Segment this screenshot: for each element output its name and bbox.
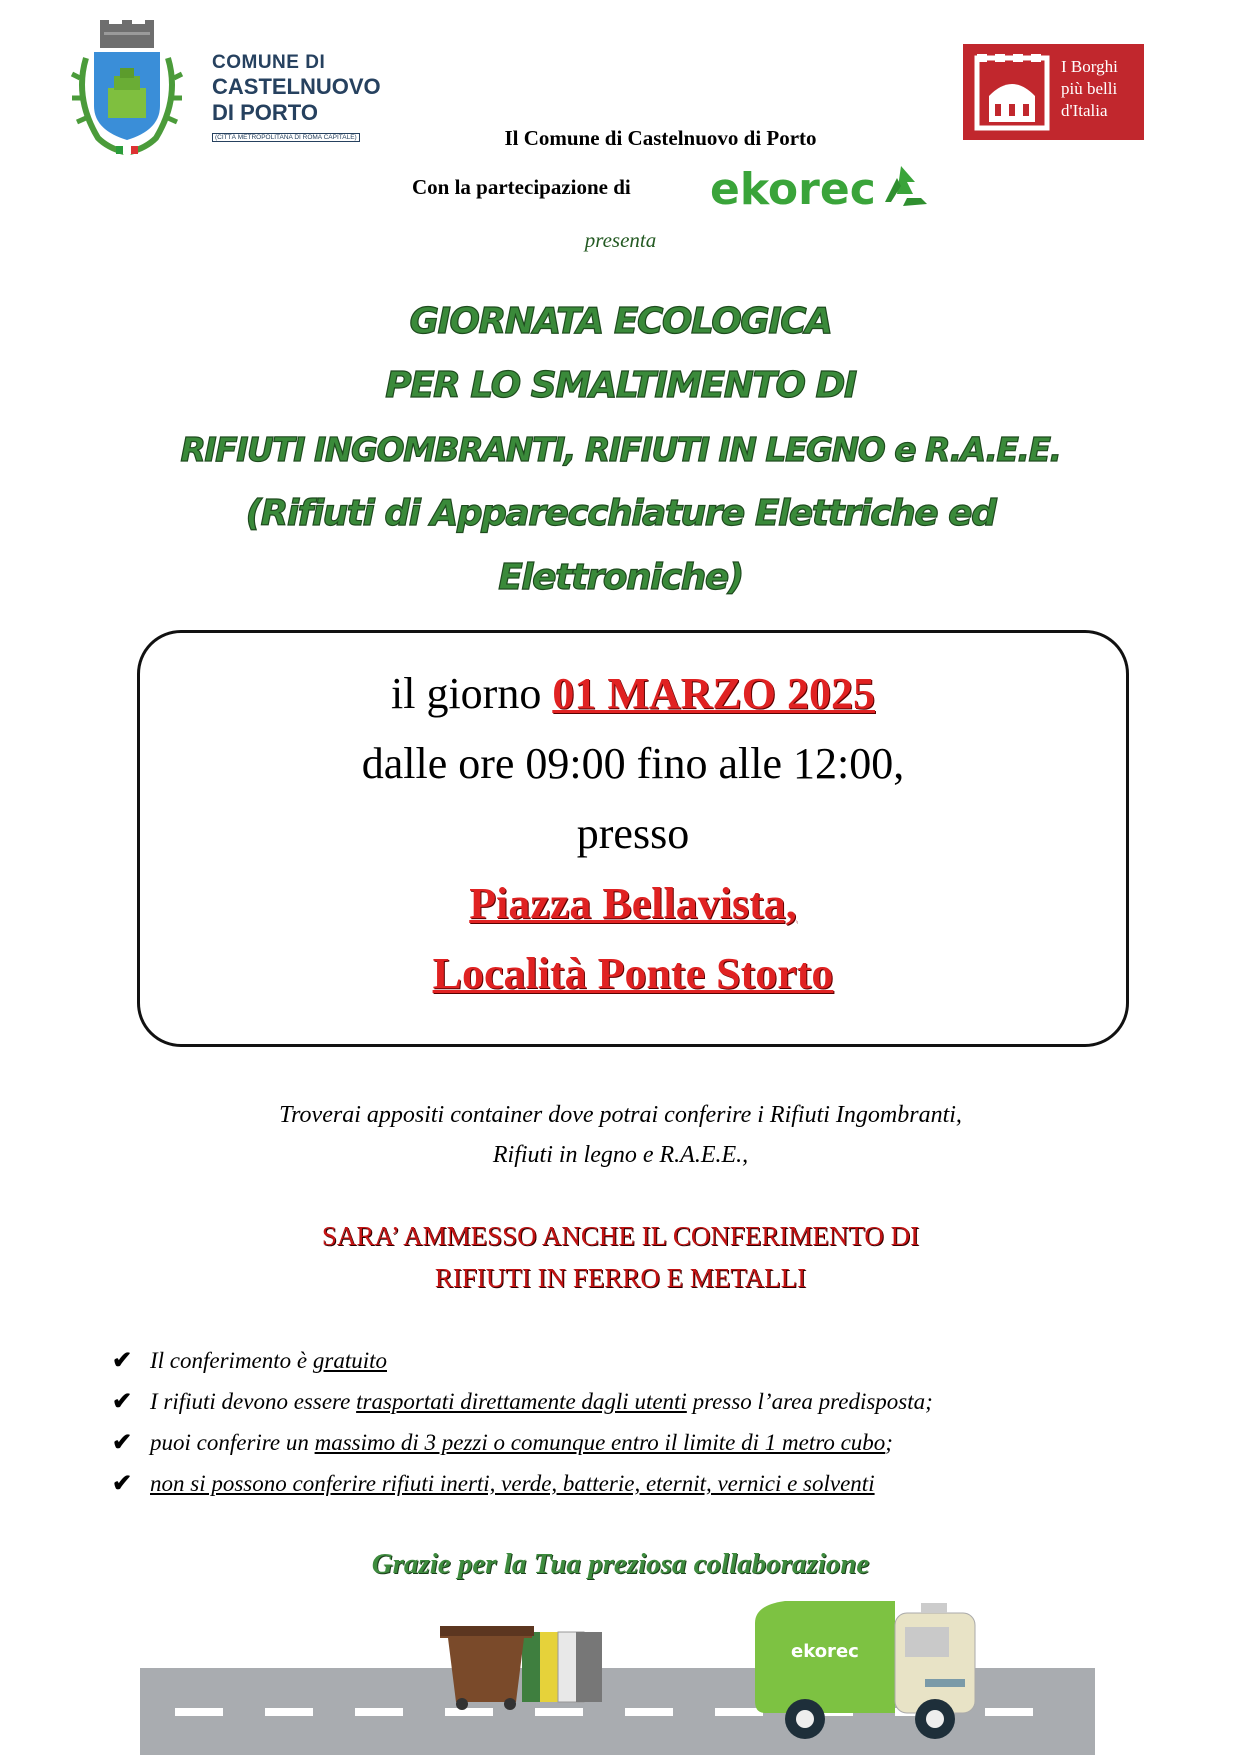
participation-line: Con la partecipazione di	[412, 175, 631, 199]
day-prefix: il giorno	[391, 669, 542, 718]
waste-bins-icon	[440, 1618, 610, 1710]
event-date-line	[140, 669, 1126, 719]
event-date: 01 MARZO 2025	[552, 669, 875, 718]
road-dash	[355, 1708, 403, 1716]
rule3-tail: ;	[885, 1430, 893, 1455]
notice-line1: SARA’ AMMESSO ANCHE IL CONFERIMENTO DI	[321, 1221, 920, 1251]
rules-list	[112, 1340, 1212, 1504]
road-dash	[175, 1708, 223, 1716]
rule1-emphasis: gratuito	[312, 1348, 387, 1373]
thanks-message: Grazie per la Tua preziosa collaborazione	[371, 1548, 870, 1580]
ekorec-wordmark: ekorec	[710, 164, 876, 215]
checkmark-icon: ✔	[112, 1430, 133, 1456]
borghi-line1: I Borghi	[1061, 57, 1118, 76]
recycle-icon	[885, 166, 927, 206]
event-details-box	[137, 630, 1129, 1047]
info-paragraph	[0, 1095, 1241, 1175]
rule-item	[112, 1340, 1212, 1381]
road-dash	[625, 1708, 673, 1716]
comune-line1: COMUNE DI	[212, 52, 326, 73]
road-dash	[265, 1708, 313, 1716]
event-place-line2: Località Ponte Storto	[432, 949, 834, 998]
checkmark-icon: ✔	[112, 1348, 133, 1374]
title-line-3: RIFIUTI INGOMBRANTI, RIFIUTI IN LEGNO e R.A.E.E.	[180, 430, 1061, 469]
presents-label: presenta	[584, 228, 657, 252]
rule4-text: non si possono conferire rifiuti inerti, verde, batterie, eternit, vernici e solventi	[150, 1471, 875, 1496]
checkmark-icon: ✔	[112, 1389, 133, 1415]
info-line1: Troverai appositi container dove potrai conferire i Rifiuti Ingombranti,	[279, 1102, 962, 1128]
rule2-tail: presso l’area predisposta;	[686, 1389, 933, 1414]
rule1-text: Il conferimento è	[150, 1348, 313, 1373]
notice-line2: RIFIUTI IN FERRO E METALLI	[434, 1263, 807, 1293]
rule3-text: puoi conferire un	[150, 1430, 315, 1455]
presenter-line: Il Comune di Castelnuovo di Porto	[504, 126, 817, 150]
borghi-line3: d'Italia	[1061, 101, 1108, 120]
comune-subtitle: (CITTÀ METROPOLITANA DI ROMA CAPITALE)	[212, 133, 360, 142]
truck-label: ekorec	[791, 1641, 859, 1662]
rule2-emphasis: trasportati direttamente dagli utenti	[356, 1389, 687, 1414]
event-hours: dalle ore 09:00 fino alle 12:00,	[361, 739, 905, 788]
ekorec-logo	[710, 160, 942, 216]
garbage-truck-icon	[745, 1583, 1000, 1743]
event-title	[0, 290, 1241, 610]
rule3-emphasis: massimo di 3 pezzi o comunque entro il limite di 1 metro cubo	[314, 1430, 886, 1455]
metal-notice	[0, 1215, 1241, 1299]
rule-item	[112, 1422, 1212, 1463]
title-line-5: Elettroniche)	[498, 557, 743, 598]
borghi-line2: più belli	[1061, 79, 1118, 98]
title-line-1: GIORNATA ECOLOGICA	[409, 301, 832, 342]
borghi-tower-icon	[971, 52, 1053, 132]
checkmark-icon: ✔	[112, 1471, 133, 1497]
comune-line3: DI PORTO	[212, 100, 318, 125]
event-at: presso	[576, 809, 690, 858]
title-line-4: (Rifiuti di Apparecchiature Elettriche ed	[245, 493, 996, 534]
borghi-logo-text	[1061, 56, 1141, 122]
rule2-text: I rifiuti devono essere	[150, 1389, 357, 1414]
title-line-2: PER LO SMALTIMENTO DI	[385, 365, 856, 406]
rule-item	[112, 1381, 1212, 1422]
comune-line2: CASTELNUOVO	[212, 74, 381, 99]
event-place-line1: Piazza Bellavista,	[469, 879, 797, 928]
info-line2: Rifiuti in legno e R.A.E.E.,	[492, 1142, 749, 1168]
rule-item	[112, 1463, 1212, 1504]
